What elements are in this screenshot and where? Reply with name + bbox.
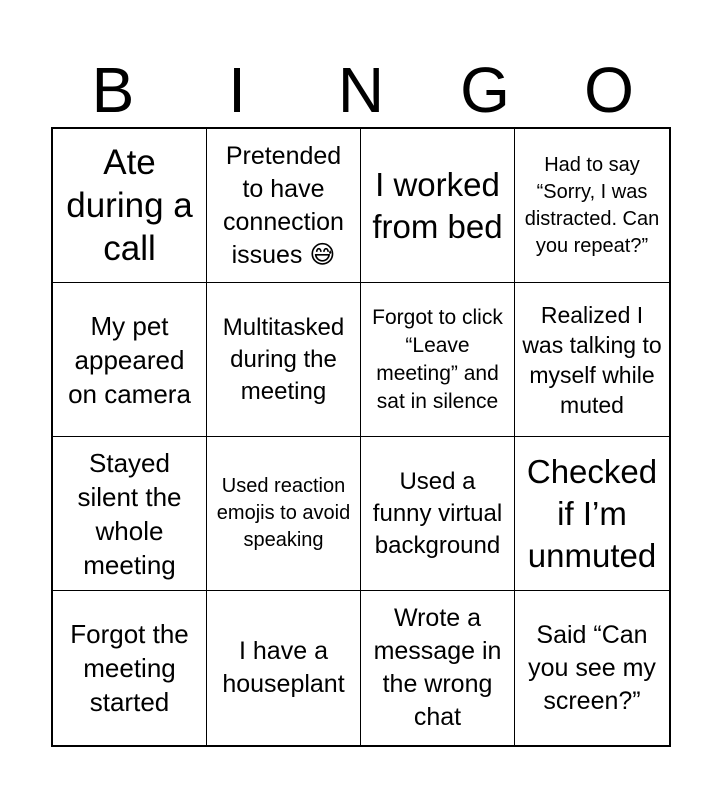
bingo-cell-text: Forgot the meeting started: [70, 619, 189, 717]
bingo-header: [51, 52, 671, 128]
bingo-cell[interactable]: [53, 129, 207, 283]
header-letter-n: N: [337, 54, 385, 126]
bingo-cell-text: Wrote a message in the wrong chat: [373, 604, 502, 731]
bingo-cell[interactable]: [515, 437, 669, 591]
bingo-card-grid: [51, 127, 671, 747]
bingo-cell-text: Said “Can you see my screen?”: [528, 620, 656, 715]
bingo-cell[interactable]: [361, 283, 515, 437]
bingo-cell-text: Realized I was talking to myself while muted: [522, 301, 662, 418]
bingo-cell[interactable]: [515, 283, 669, 437]
bingo-cell-text: Pretended to have connection issues 😅: [223, 141, 344, 269]
bingo-cell-text: My pet appeared on camera: [68, 310, 191, 409]
bingo-cell-text: Checked if I’m unmuted: [526, 452, 658, 574]
header-letter-i: I: [228, 54, 246, 126]
bingo-cell-text: Used reaction emojis to avoid speaking: [216, 475, 351, 551]
bingo-cell-text: Had to say “Sorry, I was distracted. Can you repeat?”: [524, 153, 660, 257]
bingo-cell[interactable]: [361, 591, 515, 745]
bingo-cell[interactable]: [207, 129, 361, 283]
bingo-cell[interactable]: [53, 437, 207, 591]
bingo-cell[interactable]: [361, 437, 515, 591]
bingo-cell-text: Forgot to click “Leave meeting” and sat in silence: [372, 305, 503, 413]
bingo-cell[interactable]: [207, 437, 361, 591]
bingo-cell[interactable]: [207, 283, 361, 437]
bingo-cell-text: Used a funny virtual background: [372, 467, 503, 559]
bingo-cell[interactable]: [207, 591, 361, 745]
bingo-cell-text: I worked from bed: [372, 165, 503, 245]
bingo-cell-text: Multitasked during the meeting: [222, 313, 345, 405]
bingo-cell[interactable]: [361, 129, 515, 283]
header-letter-g: G: [460, 54, 510, 126]
header-letter-b: B: [91, 54, 135, 126]
bingo-cell-text: I have a houseplant: [222, 637, 345, 698]
bingo-cell-text: Ate during a call: [66, 143, 193, 268]
bingo-cell[interactable]: [53, 283, 207, 437]
bingo-cell[interactable]: [515, 591, 669, 745]
bingo-cell[interactable]: [53, 591, 207, 745]
bingo-cell[interactable]: [515, 129, 669, 283]
bingo-cell-text: Stayed silent the whole meeting: [77, 447, 182, 580]
header-letter-o: O: [584, 54, 634, 126]
